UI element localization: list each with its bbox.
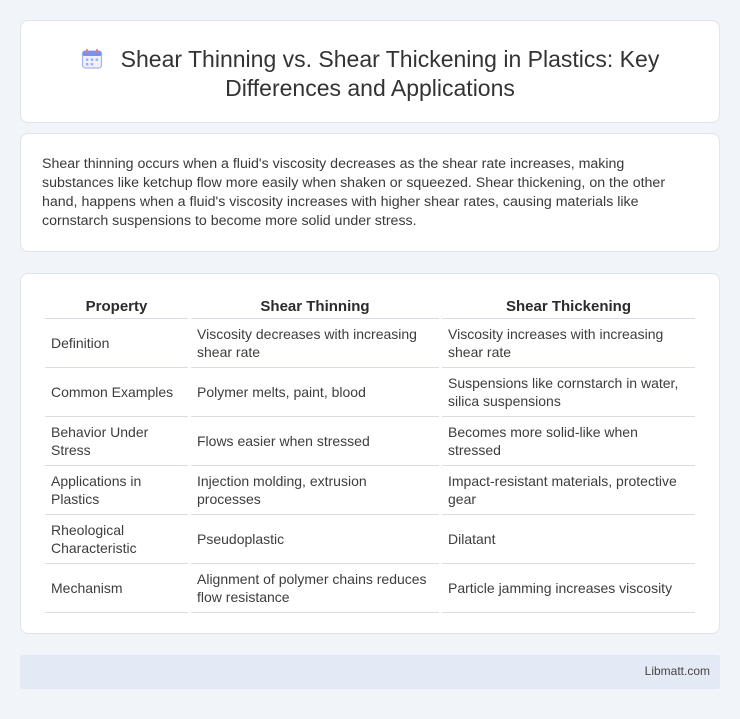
footer-brand: Libmatt.com: [644, 664, 710, 678]
table-cell-shear-thickening: Particle jamming increases viscosity: [442, 564, 695, 613]
page-title: Shear Thinning vs. Shear Thickening in Plastics: Key Differences and Applications: [120, 46, 660, 101]
intro-paragraph: Shear thinning occurs when a fluid's viscosity decreases as the shear rate increases, making substances like ketchup flow more easily when shaken or squeezed. Shear thickening, on the other hand, happens when a fluid's viscosity increases with higher shear rates, causing materials like cornstarch suspensions to become more solid under stress.: [42, 156, 666, 229]
table-cell-shear-thinning: Injection molding, extrusion processes: [191, 466, 439, 515]
table-cell-shear-thinning: Polymer melts, paint, blood: [191, 368, 439, 417]
table-cell-shear-thinning: Alignment of polymer chains reduces flow resistance: [191, 564, 439, 613]
table-cell-shear-thickening: Viscosity increases with increasing shear rate: [442, 319, 695, 368]
table-cell-property: Applications in Plastics: [45, 466, 188, 515]
table-row: [45, 515, 695, 564]
table-cell-shear-thinning: Pseudoplastic: [191, 515, 439, 564]
table-cell-shear-thickening: Impact-resistant materials, protective gear: [442, 466, 695, 515]
table-cell-shear-thinning: Viscosity decreases with increasing shear rate: [191, 319, 439, 368]
comparison-table: [42, 297, 698, 613]
table-row: [45, 319, 695, 368]
column-header-shear-thinning: Shear Thinning: [191, 297, 439, 319]
footer-bar: [20, 655, 720, 689]
table-cell-shear-thickening: Suspensions like cornstarch in water, silica suspensions: [442, 368, 695, 417]
column-header-property: Property: [45, 297, 188, 319]
table-cell-shear-thinning: Flows easier when stressed: [191, 417, 439, 466]
table-header-row: [45, 297, 695, 319]
calendar-icon: [81, 48, 103, 70]
table-cell-shear-thickening: Dilatant: [442, 515, 695, 564]
intro-card: [20, 133, 720, 252]
header-card: [20, 20, 720, 123]
table-row: [45, 417, 695, 466]
comparison-table-card: [20, 273, 720, 634]
table-cell-property: Rheological Characteristic: [45, 515, 188, 564]
table-cell-shear-thickening: Becomes more solid-like when stressed: [442, 417, 695, 466]
table-row: [45, 466, 695, 515]
table-row: [45, 564, 695, 613]
table-cell-property: Mechanism: [45, 564, 188, 613]
page-title-wrap: [21, 45, 719, 103]
table-row: [45, 368, 695, 417]
table-cell-property: Behavior Under Stress: [45, 417, 188, 466]
table-cell-property: Common Examples: [45, 368, 188, 417]
table-cell-property: Definition: [45, 319, 188, 368]
column-header-shear-thickening: Shear Thickening: [442, 297, 695, 319]
